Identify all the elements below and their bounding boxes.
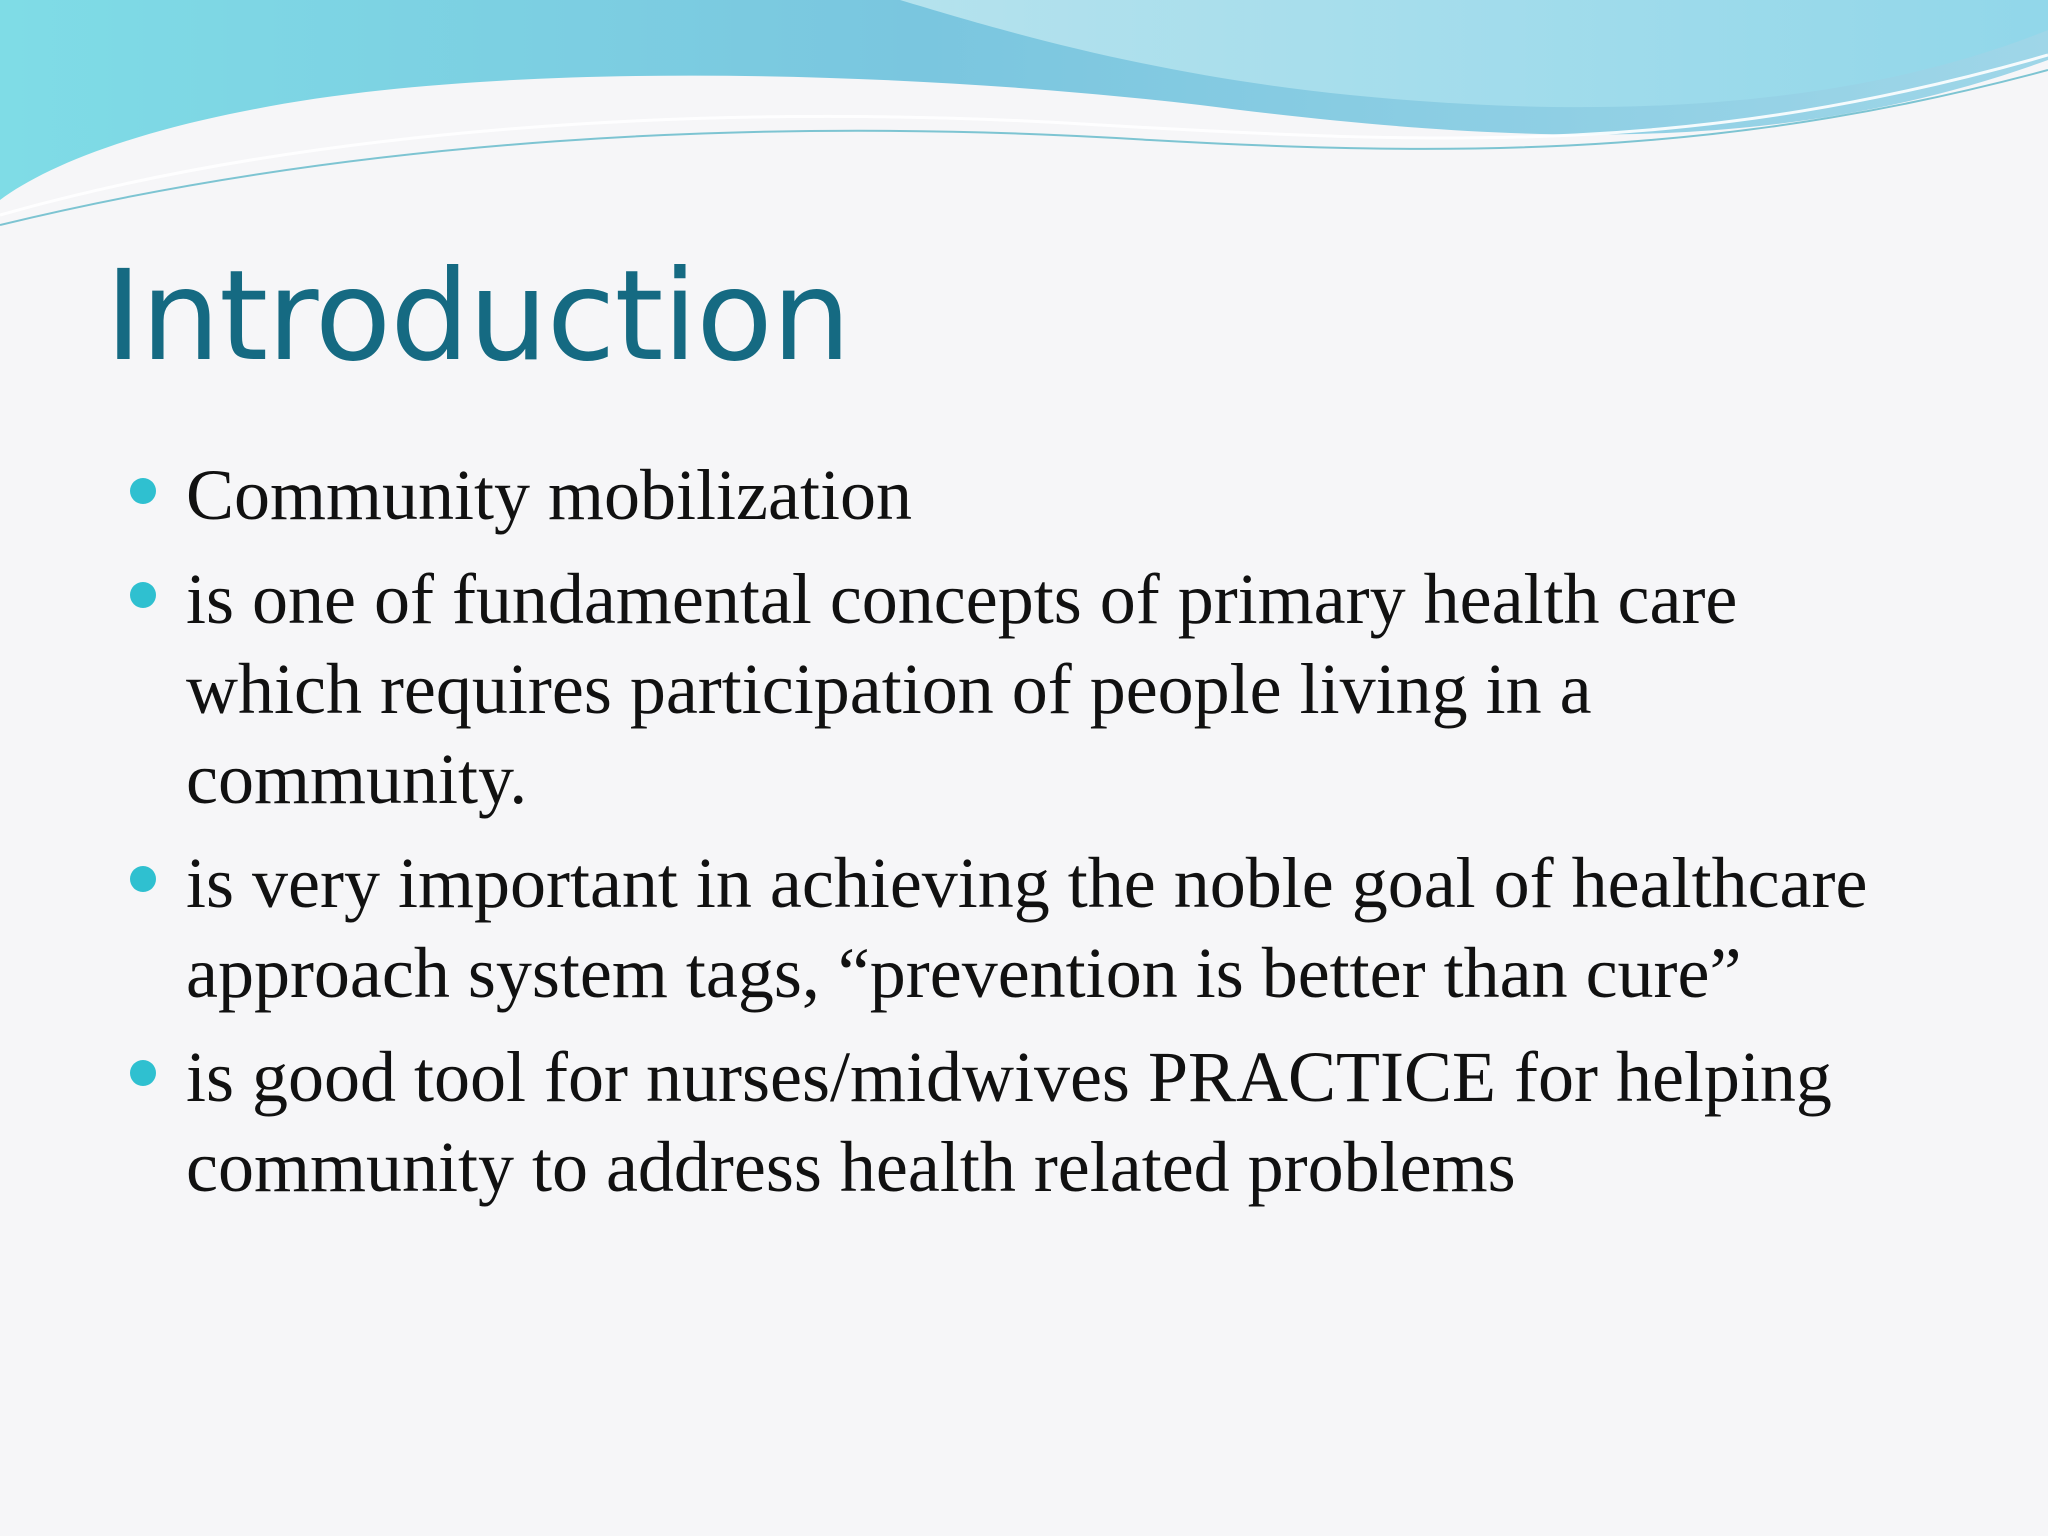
bullet-text: is very important in achieving the noble goal of healthcare approach system tags, “prevention is better than cure” — [186, 843, 1868, 1013]
bullet-text: is one of fundamental concepts of primary health care which requires participation of people living in a community. — [186, 559, 1738, 819]
decorative-wave-header — [0, 0, 2048, 240]
bullet-text: is good tool for nurses/midwives PRACTICE for helping community to address health related problems — [186, 1037, 1832, 1207]
bullet-text: Community mobilization — [186, 455, 912, 535]
bullet-item — [130, 554, 1930, 824]
slide-title: Introduction — [105, 244, 850, 389]
bullet-item — [130, 450, 1930, 540]
bullet-item — [130, 1032, 1930, 1212]
bullet-list — [130, 450, 1930, 1226]
bullet-item — [130, 838, 1930, 1018]
bullet-dot-icon — [130, 1060, 156, 1086]
bullet-dot-icon — [130, 478, 156, 504]
bullet-dot-icon — [130, 866, 156, 892]
bullet-dot-icon — [130, 582, 156, 608]
